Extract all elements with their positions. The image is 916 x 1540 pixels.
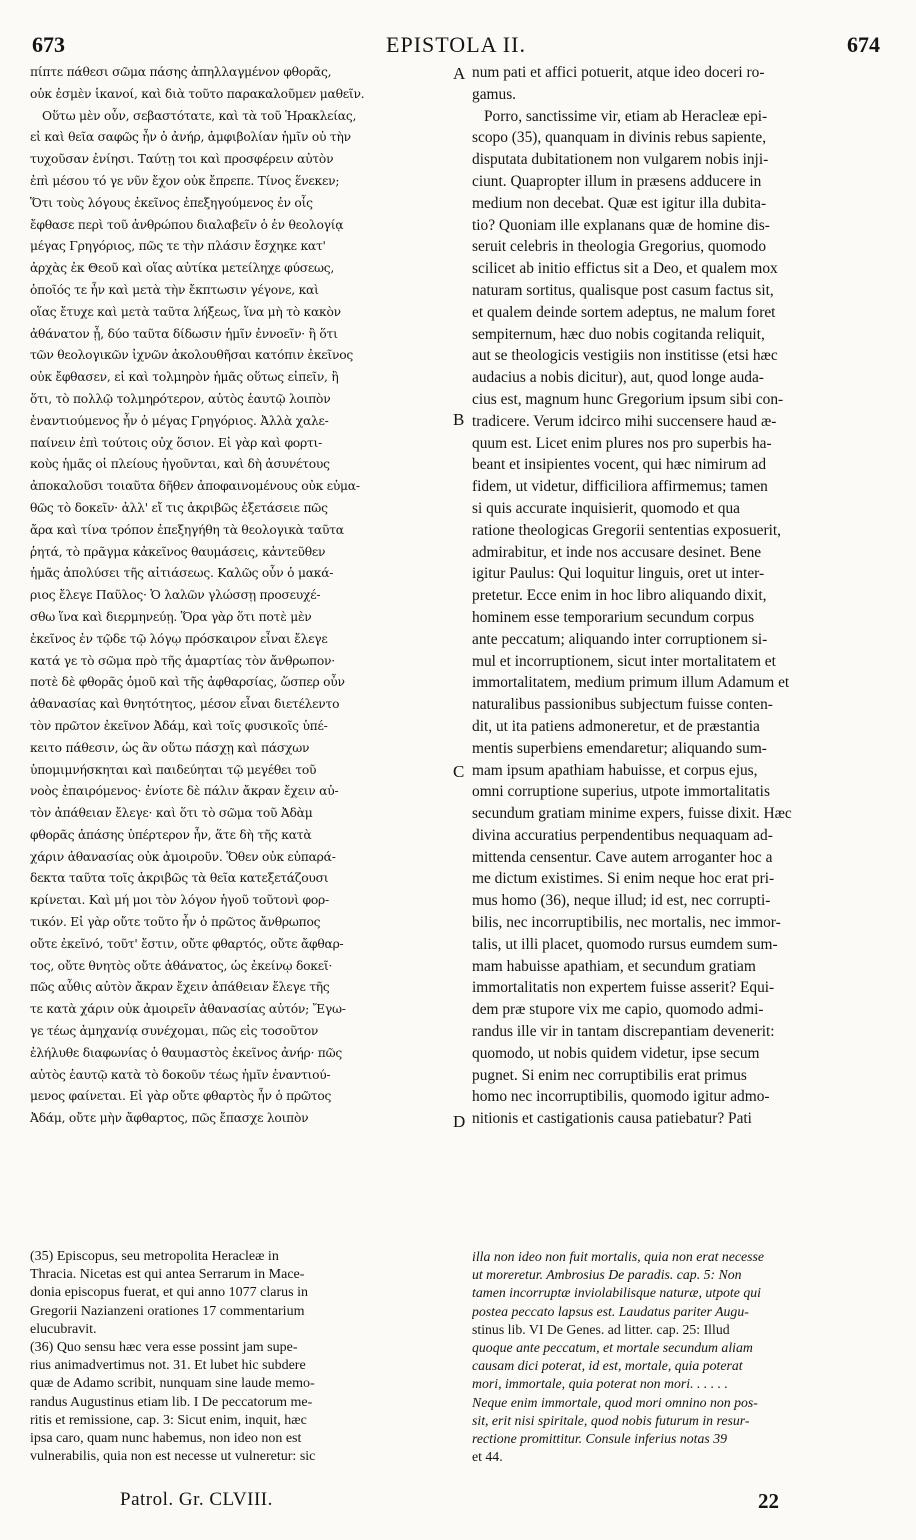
text-line: audacius a nobis dicitur), aut, quod longe auda- (472, 369, 764, 387)
footnote-line: Thracia. Nicetas est qui antea Serrarum in Mace- (30, 1267, 305, 1283)
running-title: EPISTOLA II. (386, 32, 526, 57)
margin-marker-c: C (453, 762, 465, 781)
text-line: κρίνεται. Καὶ μή μοι τὸν λόγον ἡγοῦ τοῦτονὶ φορ- (30, 893, 329, 908)
text-line: νοὸς ἐπαιρόμενος· ἐνίοτε δὲ πάλιν ἄκραν ἔχειν αὐ- (30, 784, 339, 799)
text-line: mittenda censentur. Cave autem arroganter hoc a (472, 848, 773, 866)
footnote-line: donia episcopus fuerat, et qui anno 1077 clarus in (30, 1285, 308, 1301)
footnote-line: causam dici poterat, id est, mortale, quia poterat (472, 1358, 743, 1374)
text-line: οὔτε ἐκεῖνό, τοῦτ' ἔστιν, οὔτε φθαρτός, οὔτε ἄφθαρ- (30, 936, 344, 951)
text-line: τὸν πρῶτον ἐκεῖνον Ἀδάμ, καὶ τοῖς φυσικοῖς ὑπέ- (30, 718, 328, 733)
page-footer (0, 1489, 916, 1515)
text-line: τικόν. Εἰ γὰρ οὔτε τοῦτο ἦν ὁ πρῶτος ἄνθρωπος (30, 915, 321, 930)
footnote-line: ipsa caro, quam nunc habemus, non ideo non est (30, 1430, 302, 1446)
text-line: num pati et affici potuerit, atque ideo doceri ro- (472, 64, 765, 81)
text-line: quum est. Licet enim plures nos pro superbis ha- (472, 434, 772, 452)
text-line: et qualem deinde sortem adeptus, ne malum foret (472, 303, 776, 321)
text-line: ὑπομιμνήσκηται καὶ παιδεύηται τῷ μεγέθει τοῦ (30, 762, 317, 777)
footnote-line: randus Augustinus etiam lib. I De peccatorum me- (30, 1394, 313, 1410)
text-line: μενος φαίνεται. Εἰ γὰρ οὔτε φθαρτὸς ἦν ὁ πρῶτος (30, 1089, 332, 1104)
text-line: ποτὲ δὲ φθορᾶς ὁμοῦ καὶ τῆς ἀφθαρσίας, ὥσπερ οὖν (30, 675, 345, 690)
greek-column (30, 62, 450, 1237)
text-line: τε κατὰ χάριν οὐκ ἀμοιρεῖν ἀθανασίας αὐτόν; Ἔγω- (30, 1002, 346, 1017)
text-line: cius est, magnum hunc Gregorium ipsum sibi con- (472, 390, 784, 408)
text-line: κειτο πάθεσιν, ὡς ἂν οὕτω πάσχῃ καὶ πάσχων (30, 740, 310, 755)
text-line: γε τέως ἀμηχανίᾳ συνέχομαι, πῶς εἰς τοσοῦτον (30, 1024, 319, 1039)
text-line: hominem esse temporarium secundum corpus (472, 608, 755, 626)
text-line: ciunt. Quapropter illum in præsens adducere in (472, 172, 762, 190)
text-line: beant et insipientes vocent, qui hæc nimirum ad (472, 456, 767, 474)
text-line: divina accuratius perpendentibus nequaquam ad- (472, 826, 773, 844)
margin-marker-d: D (453, 1112, 466, 1131)
text-line: Porro, sanctissime vir, etiam ab Heracleæ epi- (484, 107, 768, 125)
text-line: ὁποῖός τε ἦν καὶ μετὰ τὴν ἔκπτωσιν γέγονε, καὶ (30, 282, 319, 297)
footnote-line: (35) Episcopus, seu metropolita Heracleæ in (30, 1249, 279, 1264)
text-line: mus homo (36), neque illud; id est, nec corrupti- (472, 892, 771, 910)
footnote-line: elucubravit. (30, 1321, 97, 1337)
text-line: ante peccatum; aliquando inter corruptionem si- (472, 630, 768, 648)
footer-signature: 22 (758, 1489, 779, 1513)
text-line: me dictum existimes. Si enim neque hoc erat pri- (472, 870, 775, 888)
footer-series: Patrol. Gr. CLVIII. (120, 1489, 273, 1510)
text-line: κατά γε τὸ σῶμα πρὸ τῆς ἁμαρτίας τὸν ἄνθρωπον· (30, 653, 335, 668)
text-line: dem præ stupore vix me capio, quomodo admi- (472, 1001, 764, 1019)
text-line: οὐκ ἔφθασεν, εἰ καὶ τολμηρὸν ἡμᾶς οὕτως εἰπεῖν, ἢ (30, 370, 339, 385)
text-line: ριος ἔλεγε Παῦλος· Ὁ λαλῶν γλώσσῃ προσευχέ- (30, 588, 321, 603)
footnote-line: sit, erit nisi spiritale, quod nobis futurum in resur- (472, 1412, 750, 1428)
footnote-line: mori, immortale, quia poterat non mori. . . . . . (472, 1376, 729, 1392)
text-line: πίπτε πάθεσι σῶμα πάσης ἀπηλλαγμένον φθορᾶς, (30, 65, 332, 79)
text-line: scilicet ab initio effictus sit a Deo, et qualem mox (472, 260, 778, 278)
page-number-right: 674 (847, 32, 880, 57)
text-line: ἀθάνατον ᾖ, δύο ταῦτα δίδωσιν ἡμῖν ἐννοεῖν· ἢ ὅτι (30, 326, 338, 341)
text-line: seruit celebris in theologia Gregorius, quomodo (472, 238, 767, 256)
text-line: οὐκ ἐσμὲν ἱκανοί, καὶ διὰ τοῦτο παρακαλοῦμεν μαθεῖν. (30, 86, 365, 101)
footnotes-right (472, 1248, 882, 1480)
text-line: ἔφθασε περὶ τοῦ ἀνθρώπου διαλαβεῖν ὁ ἐν θεολογίᾳ (30, 217, 344, 232)
text-line: quomodo, ut nobis quidem videtur, ipse secum (472, 1044, 760, 1062)
text-line: τος, οὔτε θνητὸς οὔτε ἀθάνατος, ὡς ἐκείνῳ δοκεῖ· (30, 958, 333, 973)
footnote-line: Gregorii Nazianzeni orationes 17 commentarium (30, 1303, 305, 1319)
footnote-line: quoque ante peccatum, et mortale secundum aliam (472, 1339, 753, 1355)
text-line: ἀποκαλοῦσι τοιαῦτα δῆθεν ἀποφαινομένους οὐκ εὐμα- (30, 479, 360, 494)
text-line: ἐκεῖνος ἐν τῷδε τῷ λόγῳ πρόσκαιρον εἶναι ἔλεγε (30, 631, 328, 646)
text-line: talis, ut illi placet, quomodo rursus eumdem sum- (472, 935, 778, 953)
text-line: ἡμᾶς ἀπολύσει τῆς αἰτιάσεως. Καλῶς οὖν ὁ μακά- (30, 566, 334, 581)
footnote-line: ritis et remissione, cap. 3: Sicut enim, inquit, hæc (30, 1412, 307, 1428)
text-line: σθω ἵνα καὶ διερμηνεύῃ. Ὅρα γὰρ ὅτι ποτὲ μὲν (30, 609, 312, 624)
text-line: nitionis et castigationis causa patiebatur? Pati (472, 1110, 752, 1128)
footnote-line: postea peccato lapsus est. Laudatus pariter Augu- (472, 1303, 749, 1319)
text-line: ἀρχὰς ἐκ Θεοῦ καὶ οἵας αὐτίκα μετείληχε φύσεως, (30, 261, 335, 276)
text-line: τυχοῦσαν ἐνίησι. Ταύτῃ τοι καὶ προσφέρειν αὐτὸν (30, 152, 334, 167)
text-line: dit, ut ita patiens admoneretur, et de præstantia (472, 717, 760, 735)
latin-column (472, 62, 882, 1237)
text-line: disputata dubitationem non vulgarem nobis inji- (472, 151, 769, 169)
text-line: ὅτι, τὸ πολλῷ τολμηρότερον, αὐτὸς ἑαυτῷ λοιπὸν (30, 391, 331, 406)
text-line: pretetur. Ecce enim in hoc libro aliquando dixit, (472, 587, 767, 605)
footnote-line: (36) Quo sensu hæc vera esse possint jam supe- (30, 1339, 298, 1355)
text-line: bilis, nec incorruptibilis, nec mortalis, nec immor- (472, 914, 781, 932)
text-line: mul et incorruptionem, sicut inter mortalitatem et (472, 652, 776, 670)
text-line: gamus. (472, 85, 517, 103)
text-line: ἐλήλυθε διαφωνίας ὁ θαυμαστὸς ἐκεῖνος ἀνήρ· πῶς (30, 1045, 343, 1060)
margin-marker-a: A (453, 64, 466, 83)
text-line: ἐπὶ μέσου τό γε νῦν ἔχον οὐκ ἔπρεπε. Τίνος ἕνεκεν; (30, 173, 340, 188)
footnote-line: vulnerabilis, quia non est necesse ut vulneretur: sic (30, 1449, 316, 1465)
footnote-line: rius animadvertimus not. 31. Et lubet hic subdere (30, 1358, 306, 1374)
text-line: si quis accurate inquisierit, quomodo et qua (472, 499, 740, 517)
footnote-line: rectione promittitur. Consule inferius notas 39 (472, 1430, 727, 1446)
text-line: ῥητά, τὸ πρᾶγμα κἀκεῖνος θαυμάσεις, κἀντεῦθεν (30, 544, 326, 559)
footnote-line: tamen incorruptæ inviolabilisque naturæ, utpote qui (472, 1285, 761, 1301)
footnotes-left (30, 1248, 450, 1478)
footnote-line: ut moreretur. Ambrosius De paradis. cap. 5: Non (472, 1267, 742, 1283)
text-line: δεκτα ταῦτα τοῖς ἀκριβῶς τὰ θεῖα κατεξετάζουσι (30, 871, 329, 886)
footnote-line: Neque enim immortale, quod mori omnino non pos- (472, 1394, 758, 1410)
text-line: πῶς αὖθις αὐτὸν ἄκραν ἔχειν ἀπάθειαν ἔλεγε τῆς (30, 980, 330, 995)
text-line: ἄρα καὶ τίνα τρόπον ἐπεξηγήθη τὰ θεολογικὰ ταῦτα (30, 522, 344, 537)
footnote-line: stinus lib. VI De Genes. ad litter. cap. 25: Illud (472, 1321, 730, 1337)
text-line: immortalitatis non expertem fuisse asserit? Equi- (472, 979, 775, 997)
text-line: admirabitur, et inde nos accusare desinet. Bene (472, 543, 762, 561)
text-line: randus ille vir in tantam discrepantiam devenerit: (472, 1023, 775, 1041)
text-line: pugnet. Si enim nec corruptibilis erat primus (472, 1066, 747, 1084)
text-line: τὸν ἀπάθειαν ἔλεγε· καὶ ὅτι τὸ σῶμα τοῦ Ἀδὰμ (30, 806, 313, 821)
text-line: ἐναντιούμενος ἦν ὁ μέγας Γρηγόριος. Ἀλλὰ χαλε- (30, 413, 329, 428)
text-line: Ὅτι τοὺς λόγους ἐκεῖνος ἐπεξηγούμενος ἐν οἷς (30, 195, 313, 210)
text-line: secundum gratiam minime expers, fuisse dixit. Hæc (472, 805, 792, 823)
text-line: ἀθανασίας καὶ θνητότητος, μέσον εἶναι διετέλεντο (30, 697, 340, 712)
text-line: mentis superbiens emendaretur; aliquando sum- (472, 739, 767, 757)
text-line: tradicere. Verum idcirco mihi succensere haud æ- (472, 412, 777, 430)
text-line: mam ipsum apathiam habuisse, et corpus ejus, (472, 761, 758, 779)
text-line: omni corruptione superius, utpote immortalitatis (472, 783, 770, 801)
text-line: αὐτὸς ἑαυτῷ κατὰ τὸ δοκοῦν τέως ἡμῖν ἐναντιού- (30, 1067, 331, 1082)
text-line: fidem, ut videtur, difficiliora affirmemus; tamen (472, 478, 768, 496)
text-line: Οὕτω μὲν οὖν, σεβαστότατε, καὶ τὰ τοῦ Ἡρακλείας, (42, 108, 357, 123)
page-number-left: 673 (32, 32, 65, 57)
page-header (32, 32, 880, 58)
text-line: εἰ καὶ θεῖα σαφῶς ἦν ὁ ἀνήρ, ἀμφιβολίαν ἡμῖν οὐ τὴν (30, 130, 351, 145)
text-line: scopo (35), quanquam in divinis rebus sapiente, (472, 129, 767, 147)
text-line: μέγας Γρηγόριος, πῶς τε τὴν πλάσιν ἔσχηκε κατ' (30, 239, 326, 254)
text-line: naturalibus passionibus subjectum fuisse conten- (472, 696, 773, 714)
text-line: τῶν θεολογικῶν ἰχνῶν ἀκολουθῆσαι κατόπιν ἐκεῖνος (30, 348, 354, 363)
text-line: Ἀδάμ, οὔτε μὴν ἄφθαρτος, πῶς ἔπασχε λοιπὸν (30, 1111, 309, 1126)
text-line: medium non decebat. Quæ est igitur illa dubita- (472, 194, 767, 212)
text-line: tio? Quoniam ille explanans quæ de homine dis- (472, 216, 770, 234)
footnote-line: et 44. (472, 1449, 503, 1465)
footnote-line: illa non ideo non fuit mortalis, quia non erat necesse (472, 1249, 765, 1264)
text-line: θῶς τὸ δοκεῖν· ἀλλ' εἴ τις ἀκριβῶς ἐξετάσειε πῶς (30, 500, 328, 515)
footnote-line: quæ de Adamo scribit, nunquam sine laude memo- (30, 1376, 315, 1392)
text-line: παίνειν ἐπὶ τούτοις οὐχ ὅσιον. Εἰ γὰρ καὶ φορτι- (30, 435, 322, 450)
text-line: homo nec incorruptibilis, quomodo igitur admo- (472, 1088, 770, 1106)
text-line: ratione theologicas Gregorii sententias exposuerit, (472, 521, 782, 539)
text-line: χάριν ἀθανασίας οὐκ ἀμοιροῦν. Ὅθεν οὐκ εὐπαρά- (30, 849, 336, 864)
text-line: sempiternum, hæc duo nobis cogitanda reliquit, (472, 325, 765, 343)
text-line: igitur Paulus: Qui loquitur linguis, oret ut inter- (472, 565, 765, 583)
text-line: naturam sortitus, qualisque post casum factus sit, (472, 281, 774, 299)
text-line: κοὺς ἡμᾶς οἱ πλείους ἡγοῦνται, καὶ δὴ ἀσυνέτους (30, 457, 330, 472)
margin-marker-b: B (453, 410, 465, 429)
text-line: mam habuisse apathiam, et secundum gratiam (472, 957, 756, 975)
text-line: aut se theologicis vestigiis non institisse (etsi hæc (472, 347, 778, 365)
text-line: οἵας ἔτυχε καὶ μετὰ ταῦτα λήξεως, ἵνα μὴ τὸ κακὸν (30, 304, 341, 319)
text-line: φθορᾶς ἁπάσης ὑπέρτερον ἦν, ἅτε δὴ τῆς κατὰ (30, 827, 312, 842)
text-line: immortalitatem, medium primum illum Adamum et (472, 674, 790, 692)
